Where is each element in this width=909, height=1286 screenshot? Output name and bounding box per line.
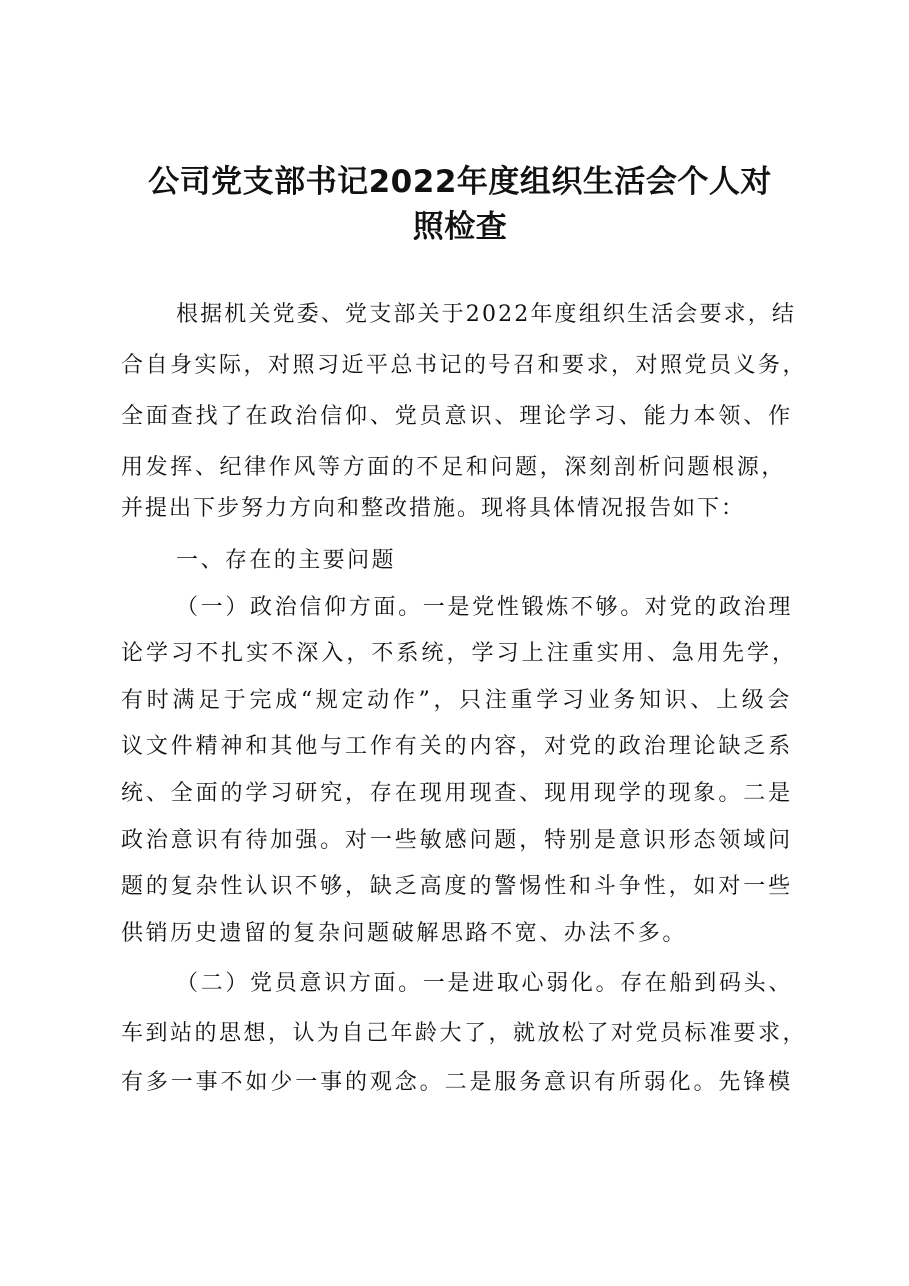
- body-line-17: 有多一事不如少一事的观念。二是服务意识有所弱化。先锋模: [121, 1070, 794, 1095]
- document-title-line-1: 公司党支部书记2022年度组织生活会个人对: [148, 164, 772, 200]
- body-line-3: 全面查找了在政治信仰、党员意识、理论学习、能力本领、作: [121, 404, 794, 429]
- body-line-1: 根据机关党委、党支部关于2022年度组织生活会要求，结: [176, 302, 797, 327]
- body-line-7: （一）政治信仰方面。一是党性锻炼不够。对党的政治理: [176, 595, 794, 620]
- body-line-14: 供销历史遗留的复杂问题破解思路不宽、办法不多。: [121, 921, 688, 946]
- body-line-8: 论学习不扎实不深入，不系统，学习上注重实用、急用先学，: [121, 641, 798, 666]
- body-line-5: 并提出下步努力方向和整改措施。现将具体情况报告如下：: [121, 496, 746, 521]
- body-line-16: 车到站的思想，认为自己年龄大了，就放松了对党员标准要求，: [121, 1021, 808, 1046]
- body-line-13: 题的复杂性认识不够，缺乏高度的警惕性和斗争性，如对一些: [121, 874, 794, 899]
- section-heading-1: 一、存在的主要问题: [176, 548, 396, 573]
- body-line-2: 合自身实际，对照习近平总书记的号召和要求，对照党员义务，: [121, 353, 808, 378]
- body-line-4: 用发挥、纪律作风等方面的不足和问题，深刻剖析问题根源，: [121, 455, 787, 480]
- document-title-line-2: 照检查: [412, 209, 508, 245]
- body-line-15: （二）党员意识方面。一是进取心弱化。存在船到码头、: [176, 971, 794, 996]
- body-line-11: 统、全面的学习研究，存在现用现查、现用现学的现象。二是: [121, 781, 794, 806]
- body-line-12: 政治意识有待加强。对一些敏感问题，特别是意识形态领域问: [121, 828, 794, 853]
- body-line-9: 有时满足于完成“规定动作”，只注重学习业务知识、上级会: [121, 688, 794, 713]
- body-line-10: 议文件精神和其他与工作有关的内容，对党的政治理论缺乏系: [121, 734, 794, 759]
